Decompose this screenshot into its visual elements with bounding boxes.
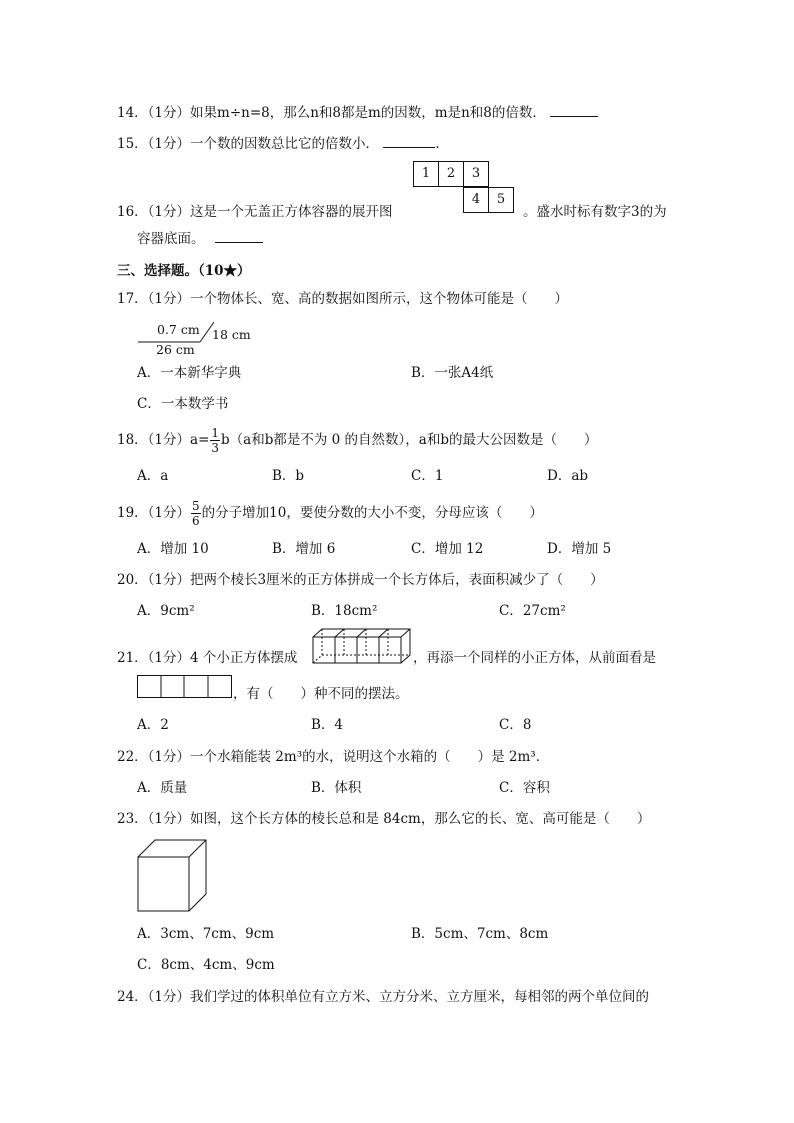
question-16-line2-text: 容器底面。 bbox=[137, 231, 205, 247]
option-23-c[interactable]: C．8cm、4cm、9cm bbox=[137, 957, 275, 973]
fraction-denominator: 6 bbox=[192, 514, 200, 528]
net-cell-5: 5 bbox=[488, 187, 514, 213]
net-cell-3: 3 bbox=[463, 161, 489, 187]
net-cell-1: 1 bbox=[413, 161, 439, 187]
option-17-c[interactable]: C．一本数学书 bbox=[137, 396, 229, 412]
question-17: 17．（1分）一个物体长、宽、高的数据如图所示，这个物体可能是（ ） bbox=[117, 291, 569, 307]
question-19-suffix: 的分子增加10，要使分数的大小不变，分母应该（ ） bbox=[201, 505, 543, 521]
cuboid-figure bbox=[137, 838, 209, 914]
four-cubes-figure bbox=[312, 628, 412, 664]
question-18 bbox=[117, 426, 597, 455]
question-16-line2 bbox=[137, 228, 263, 249]
question-19 bbox=[117, 499, 543, 528]
fraction-denominator: 3 bbox=[211, 441, 220, 455]
question-18-suffix: b（a和b都是不为 0 的自然数），a和b的最大公因数是（ ） bbox=[221, 432, 598, 448]
question-15-end: ． bbox=[435, 136, 449, 152]
dim-width: 18 cm bbox=[212, 327, 251, 342]
answer-blank-14[interactable] bbox=[550, 102, 598, 117]
dim-thickness: 0.7 cm bbox=[157, 322, 200, 337]
question-21-after: ，再添一个同样的小正方体，从前面看是 bbox=[413, 650, 656, 666]
fraction-five-sixths bbox=[191, 499, 201, 528]
question-16 bbox=[117, 202, 393, 222]
question-22: 22．（1分）一个水箱能装 2m³的水，说明这个水箱的（ ）是 2m³． bbox=[117, 749, 550, 765]
answer-blank-15[interactable] bbox=[383, 133, 435, 148]
dim-length: 26 cm bbox=[156, 342, 195, 357]
option-18-d[interactable]: D．ab bbox=[547, 468, 589, 484]
option-20-a[interactable]: A．9cm² bbox=[137, 603, 195, 619]
question-18-prefix: 18．（1分）a= bbox=[117, 432, 210, 448]
option-19-d[interactable]: D．增加 5 bbox=[547, 541, 612, 557]
option-22-a[interactable]: A．质量 bbox=[137, 780, 188, 796]
option-17-a[interactable]: A．一本新华字典 bbox=[137, 365, 242, 381]
option-21-b[interactable]: B．4 bbox=[311, 717, 344, 733]
option-21-c[interactable]: C．8 bbox=[499, 717, 532, 733]
question-14 bbox=[117, 102, 598, 123]
option-19-b[interactable]: B．增加 6 bbox=[272, 541, 336, 557]
option-19-a[interactable]: A．增加 10 bbox=[137, 541, 209, 557]
option-21-a[interactable]: A．2 bbox=[137, 717, 169, 733]
cube-net-figure bbox=[413, 161, 523, 217]
question-15-text: 15．（1分）一个数的因数总比它的倍数小． bbox=[117, 136, 380, 152]
section-header: 三、选择题。（10★） bbox=[117, 263, 251, 279]
option-20-c[interactable]: C．27cm² bbox=[499, 603, 566, 619]
option-18-a[interactable]: A．a bbox=[137, 468, 169, 484]
fraction-numerator: 5 bbox=[192, 499, 200, 513]
option-18-b[interactable]: B．b bbox=[272, 468, 305, 484]
question-14-text: 14．（1分）如果m÷n=8，那么n和8都是m的因数，m是n和8的倍数． bbox=[117, 105, 546, 121]
question-15 bbox=[117, 133, 449, 154]
option-18-c[interactable]: C．1 bbox=[411, 468, 444, 484]
fraction-one-third bbox=[210, 426, 220, 455]
option-17-b[interactable]: B．一张A4纸 bbox=[411, 365, 494, 381]
answer-blank-16[interactable] bbox=[215, 228, 263, 243]
question-20: 20．（1分）把两个棱长3厘米的正方体拼成一个长方体后，表面积减少了（ ） bbox=[117, 572, 604, 588]
question-23: 23．（1分）如图，这个长方体的棱长总和是 84cm，那么它的长、宽、高可能是（ ） bbox=[117, 811, 651, 827]
net-cell-2: 2 bbox=[438, 161, 464, 187]
front-view-figure bbox=[137, 675, 233, 699]
option-20-b[interactable]: B．18cm² bbox=[311, 603, 378, 619]
option-23-a[interactable]: A．3cm、7cm、9cm bbox=[137, 926, 275, 942]
question-16-after: 。盛水时标有数字3的为 bbox=[523, 204, 667, 220]
question-19-prefix: 19．（1分） bbox=[117, 505, 191, 521]
question-21-line2: ，有（ ）种不同的摆法。 bbox=[233, 686, 409, 702]
option-23-b[interactable]: B．5cm、7cm、8cm bbox=[411, 926, 549, 942]
question-21: 21．（1分）4 个小正方体摆成 bbox=[117, 650, 298, 666]
option-22-c[interactable]: C．容积 bbox=[499, 780, 550, 796]
option-22-b[interactable]: B．体积 bbox=[311, 780, 362, 796]
question-24: 24．（1分）我们学过的体积单位有立方米、立方分米、立方厘米，每相邻的两个单位间的 bbox=[117, 989, 650, 1005]
question-16-text: 16．（1分）这是一个无盖正方体容器的展开图 bbox=[117, 204, 393, 220]
fraction-numerator: 1 bbox=[211, 426, 220, 440]
option-19-c[interactable]: C．增加 12 bbox=[411, 541, 484, 557]
net-cell-4: 4 bbox=[463, 187, 489, 213]
